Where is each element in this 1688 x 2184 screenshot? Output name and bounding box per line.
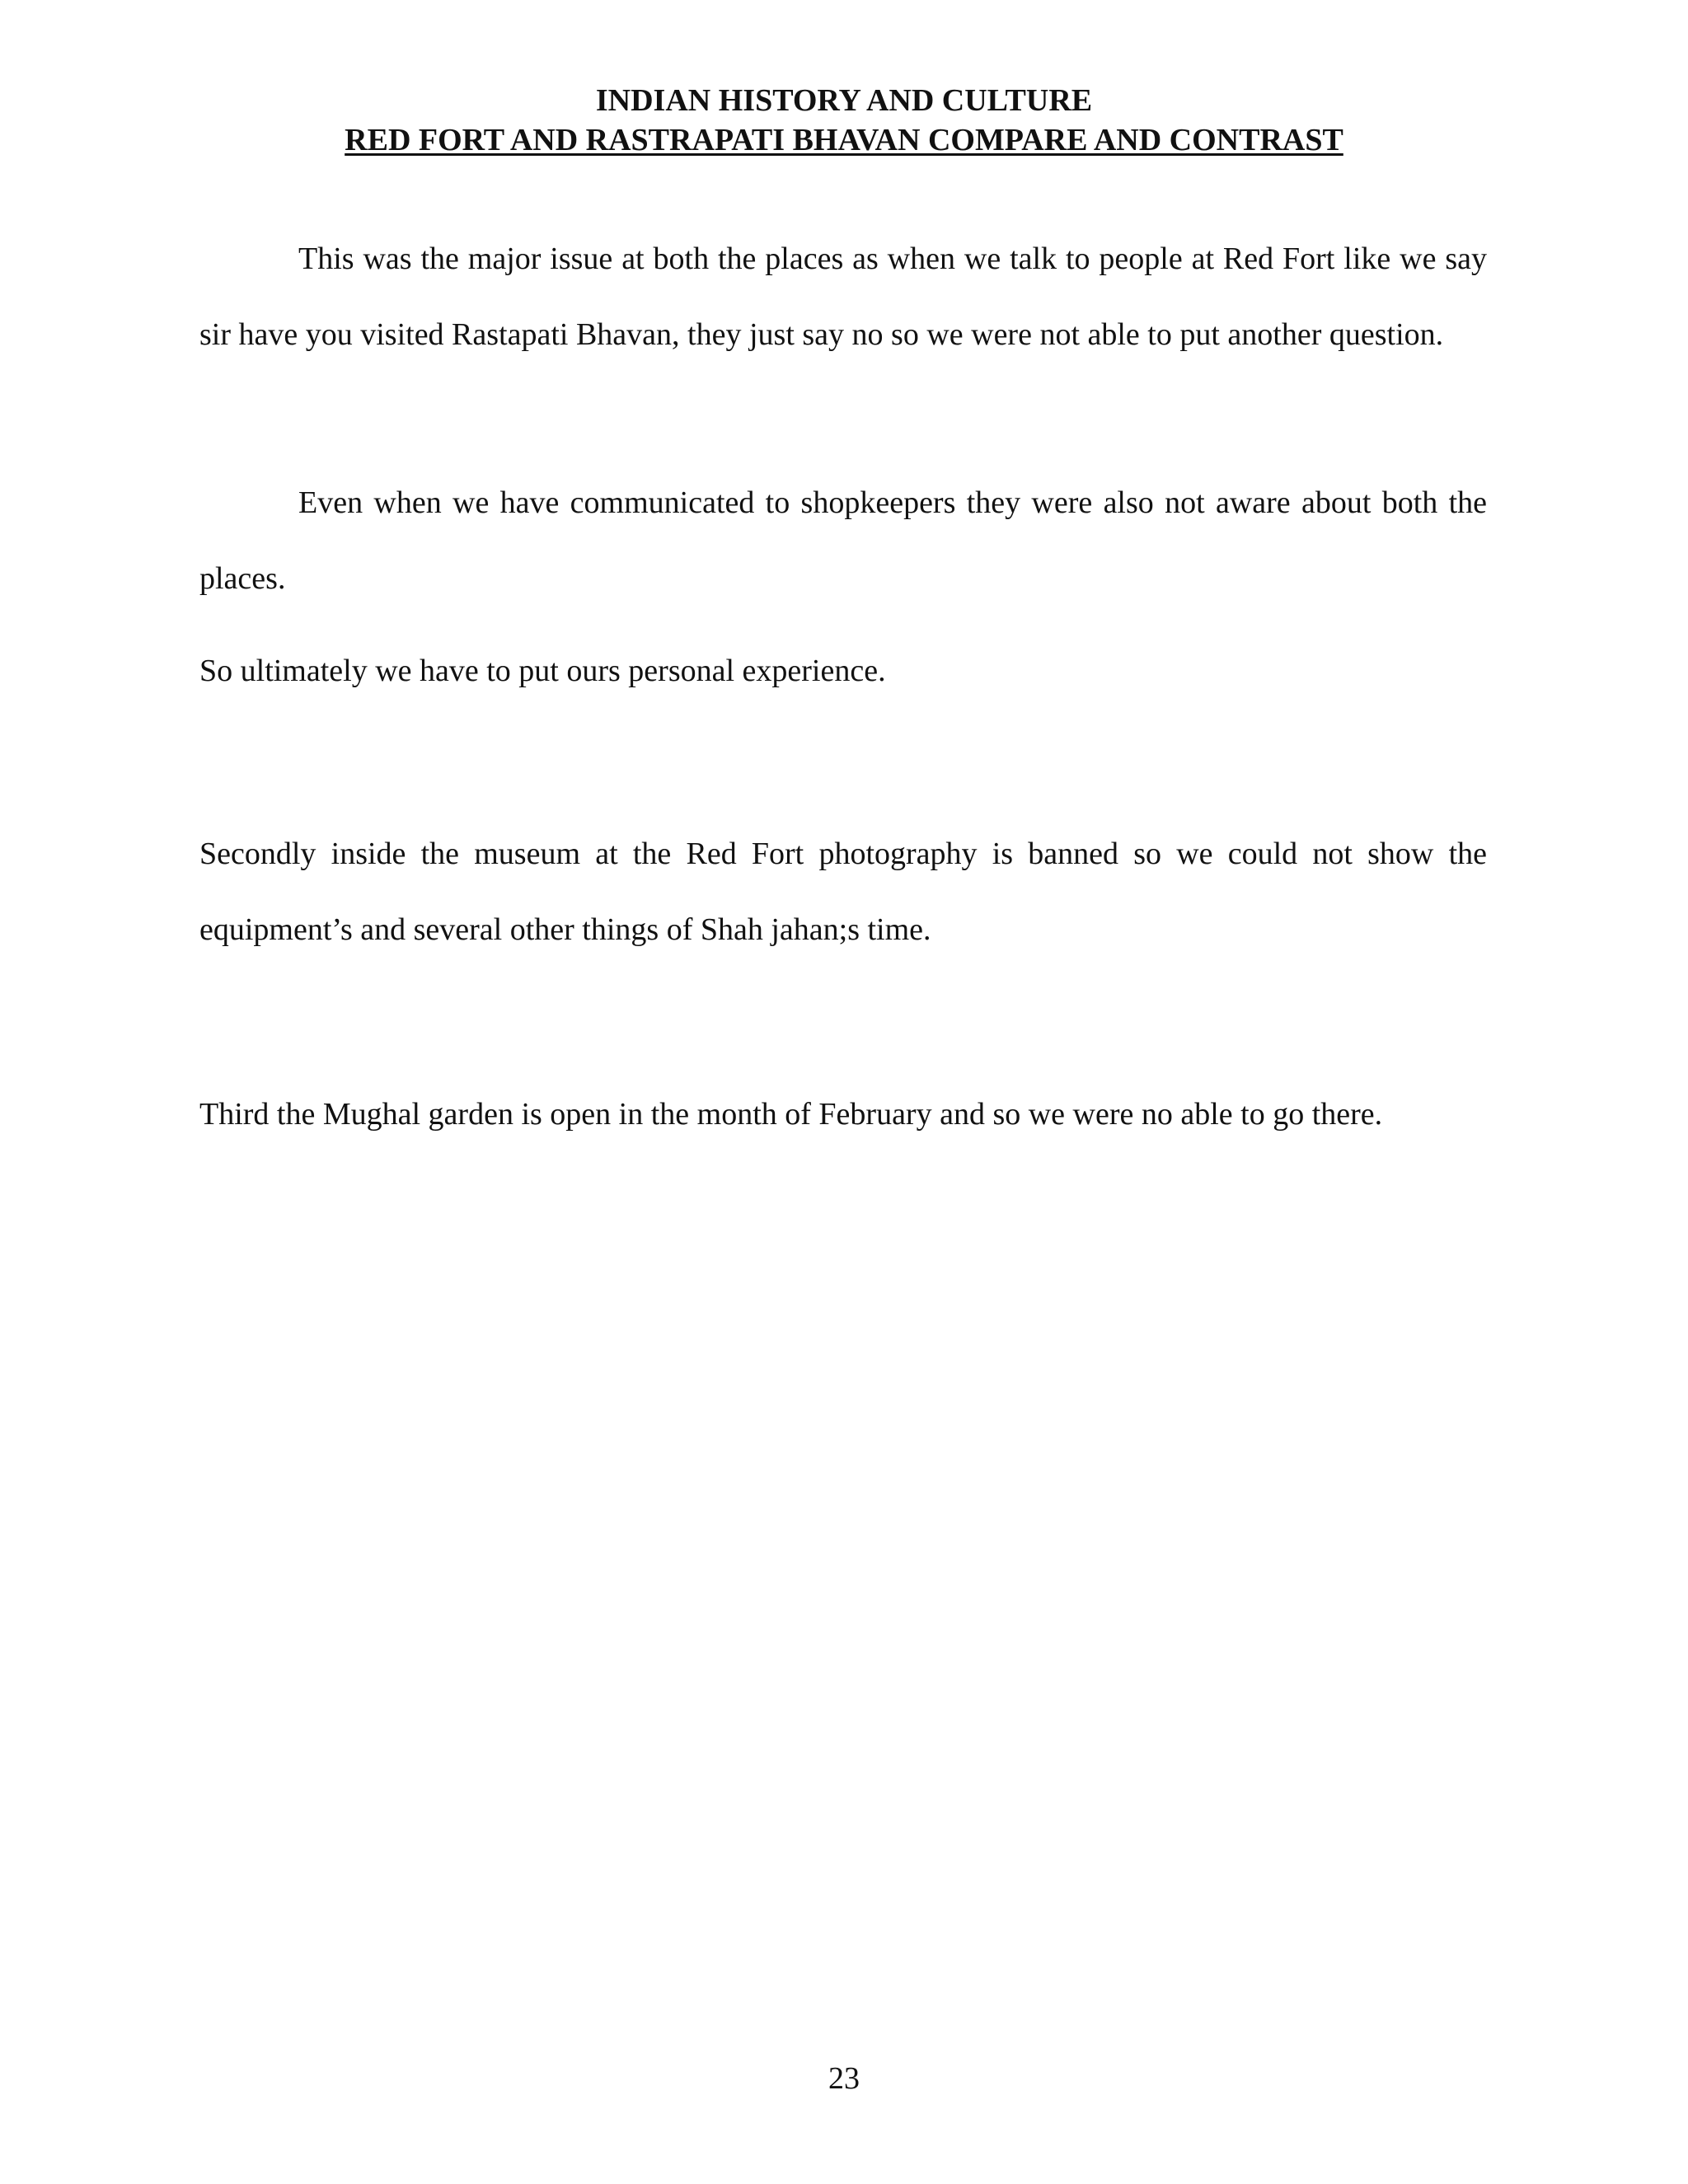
paragraph-3 — [199, 633, 1487, 709]
page-title: INDIAN HISTORY AND CULTURE — [595, 83, 1093, 118]
paragraph-text: Even when we have communicated to shopkeepers they were also not aware about both the places. — [199, 485, 1487, 596]
paragraph-5 — [199, 1076, 1487, 1152]
paragraph-2 — [199, 465, 1487, 616]
page-number: 23 — [828, 2061, 860, 2096]
paragraph-text: So ultimately we have to put ours personal experience. — [199, 654, 886, 688]
page-subtitle: RED FORT AND RASTRAPATI BHAVAN COMPARE AND CONTRAST — [345, 123, 1343, 157]
paragraph-text: Third the Mughal garden is open in the month of February and so we were no able to go there. — [199, 1097, 1383, 1132]
paragraph-4 — [199, 816, 1487, 968]
paragraph-text: This was the major issue at both the places as when we talk to people at Red Fort like we say sir have you visited Rastapati Bhavan, they just say no so we were not able to put another question. — [199, 241, 1487, 352]
paragraph-1 — [199, 221, 1487, 373]
page-header — [0, 81, 1688, 160]
paragraph-text: Secondly inside the museum at the Red Fort photography is banned so we could not show the equipment’s and several other things of Shah jahan;s time. — [199, 837, 1487, 947]
